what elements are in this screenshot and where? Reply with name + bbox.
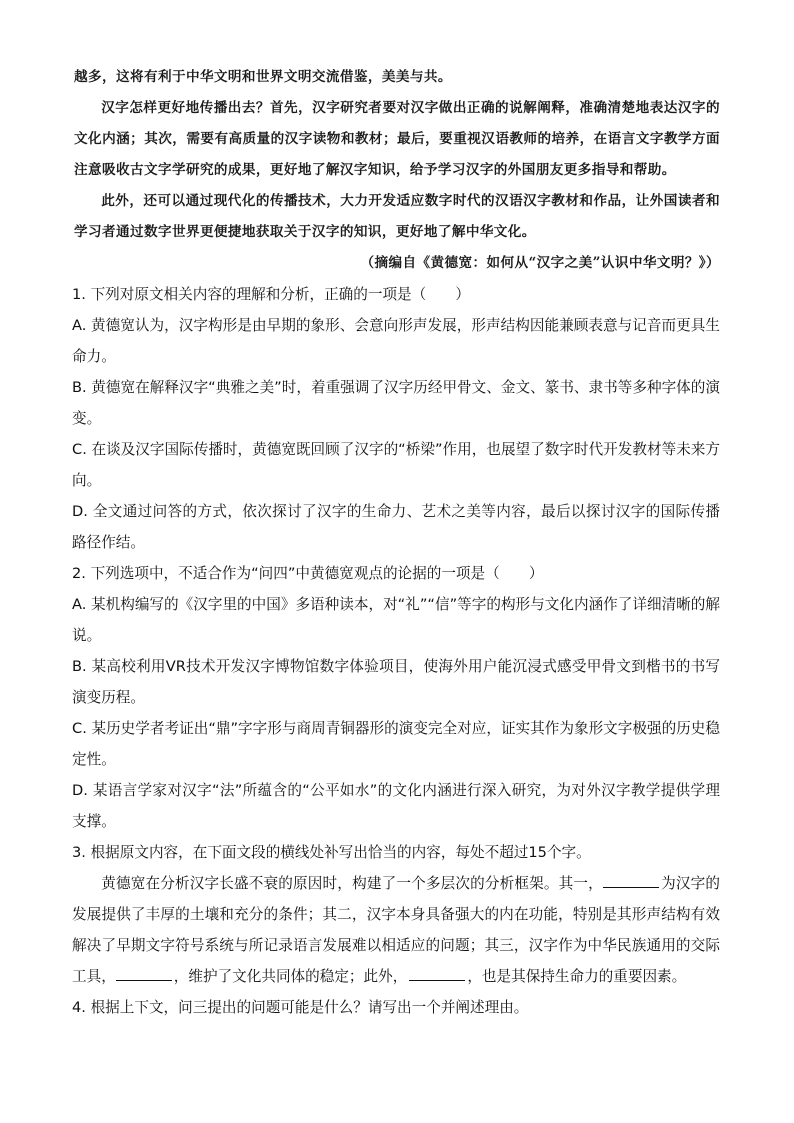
answer-blank-2[interactable]: [116, 966, 172, 981]
question-2-stem: 2. 下列选项中，不适合作为“问四”中黄德宽观点的论据的一项是（ ）: [72, 565, 544, 582]
question-1-stem: 1. 下列对原文相关内容的理解和分析，正确的一项是（ ）: [72, 286, 471, 303]
answer-blank-1[interactable]: [603, 873, 659, 888]
passage-source: （摘编自《黄德宽：如何从“汉字之美”认识中华文明？》）: [360, 255, 720, 271]
passage-paragraph-3: 此外，还可以通过现代化的传播技术，大力开发适应数字时代的汉语汉字教材和作品，让外国读者和学习者通过数字世界更便捷地获取关于汉字的知识，更好地了解中华文化。: [74, 193, 720, 240]
question-4-stem: 4. 根据上下文，问三提出的问题可能是什么？请写出一个并阐述理由。: [72, 999, 529, 1016]
question-3-text-2: 为汉字的发展提供了丰厚的土壤和充分的条件；其二，汉字本身具备强大的内在功能，特别是其形声结构有效解决了早期文字符号系统与所记录语言发展难以相适应的问题；其三，汉字作为中华民族通用的交际工具，: [72, 875, 720, 985]
question-2-option-b: B. 某高校利用VR技术开发汉字博物馆数字体验项目，使海外用户能沉浸式感受甲骨文到楷书的书写演变历程。: [72, 658, 720, 706]
question-3-paragraph: [72, 868, 720, 992]
question-2-option-c: C. 某历史学者考证出“鼎”字字形与商周青铜器形的演变完全对应，证实其作为象形文字极强的历史稳定性。: [72, 720, 720, 768]
question-3-text-3: ，维护了文化共同体的稳定；此外，: [173, 968, 408, 985]
passage-paragraph-2: 汉字怎样更好地传播出去？首先，汉字研究者要对汉字做出正确的说解阐释，准确清楚地表达汉字的文化内涵；其次，需要有高质量的汉字读物和教材；最后，要重视汉语教师的培养，在语言文字教学方面注意吸收古文字学研究的成果，更好地了解汉字知识，给予学习汉字的外国朋友更多指导和帮助。: [74, 100, 720, 178]
reading-passage: [74, 62, 720, 279]
question-1-option-d: D. 全文通过问答的方式，依次探讨了汉字的生命力、艺术之美等内容，最后以探讨汉字的国际传播路径作结。: [72, 503, 720, 551]
question-1-option-c: C. 在谈及汉字国际传播时，黄德宽既回顾了汉字的“桥梁”作用，也展望了数字时代开发教材等未来方向。: [72, 441, 720, 489]
question-1-option-a: A. 黄德宽认为，汉字构形是由早期的象形、会意向形声发展，形声结构因能兼顾表意与记音而更具生命力。: [72, 317, 720, 365]
question-3-text-1: 黄德宽在分析汉字长盛不衰的原因时，构建了一个多层次的分析框架。其一，: [101, 875, 603, 892]
question-2-option-a: A. 某机构编写的《汉字里的中国》多语种读本，对“礼”“信”等字的构形与文化内涵作了详细清晰的解说。: [72, 596, 720, 644]
question-3-stem: 3. 根据原文内容，在下面文段的横线处补写出恰当的内容，每处不超过15个字。: [72, 844, 591, 861]
question-3-text-4: ，也是其保持生命力的重要因素。: [467, 968, 687, 985]
question-2-option-d: D. 某语言学家对汉字“法”所蕴含的“公平如水”的文化内涵进行深入研究，为对外汉字教学提供学理支撑。: [72, 782, 720, 830]
answer-blank-3[interactable]: [409, 966, 465, 981]
questions-section: [72, 279, 720, 1023]
question-1-option-b: B. 黄德宽在解释汉字“典雅之美”时，着重强调了汉字历经甲骨文、金文、篆书、隶书等多种字体的演变。: [72, 379, 720, 427]
passage-paragraph-1: 越多，这将有利于中华文明和世界文明交流借鉴，美美与共。: [74, 69, 452, 85]
